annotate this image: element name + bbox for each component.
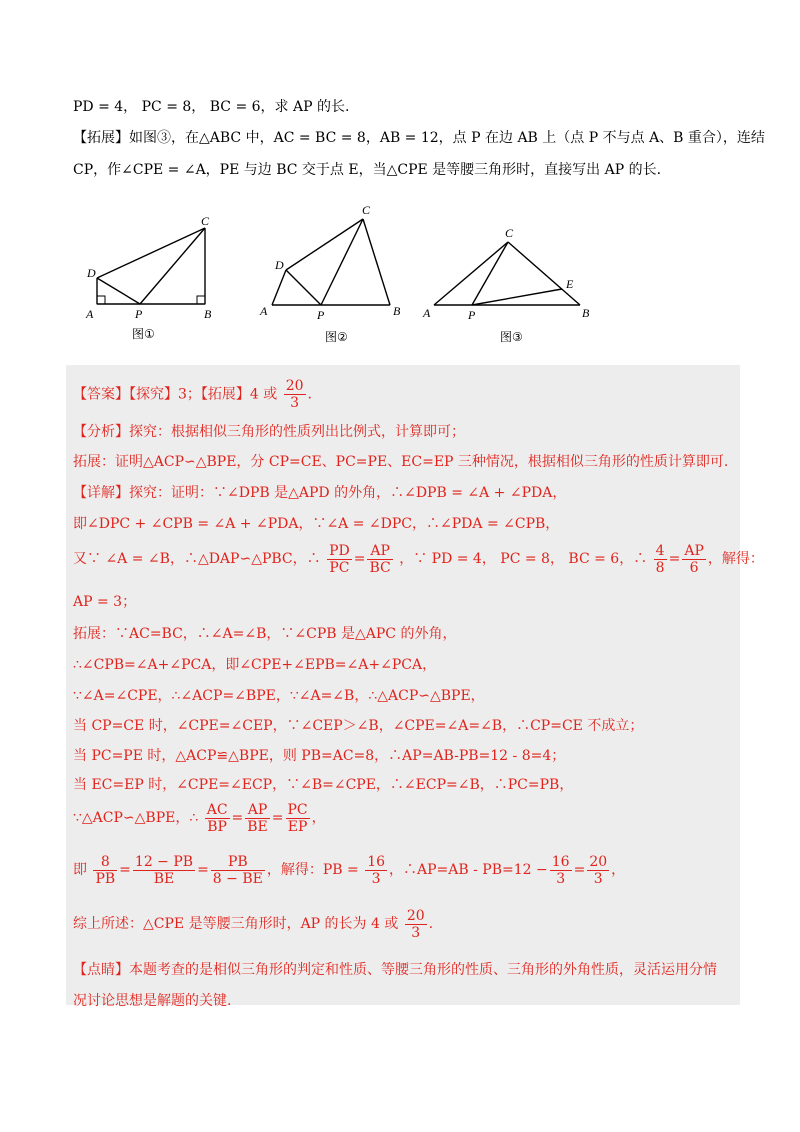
detail-line-7: ∵∠A=∠CPE，∴∠ACP=∠BPE，∵∠A=∠B，∴△ACP∽△BPE， bbox=[73, 688, 485, 704]
detail-l3-text-a: 又∵ ∠A = ∠B，∴△DAP∽△PBC，∴ bbox=[73, 551, 321, 567]
answer-frac-num: 20 bbox=[285, 378, 304, 394]
detail-l13-frac: $\frac{20}{3}$ bbox=[406, 907, 425, 941]
fig3-caption: 图③ bbox=[500, 330, 523, 344]
detail-l11-text-a: ∵△ACP∽△BPE，∴ bbox=[73, 810, 199, 826]
detail-l12-frac-2: $\frac{12 - PB}{BE}$ bbox=[134, 853, 194, 887]
detail-l11-frac-3: $\frac{PC}{EP}$ bbox=[287, 801, 308, 835]
detail-l12-text-a: 即 bbox=[73, 862, 87, 878]
detail-l3-frac-4: $\frac{AP}{6}$ bbox=[684, 542, 704, 576]
fig1-caption: 图① bbox=[132, 327, 155, 341]
fig3-label-c: C bbox=[505, 226, 514, 240]
fig3-label-e: E bbox=[566, 277, 574, 291]
fig2-label-c: C bbox=[362, 205, 371, 217]
problem-line-2: 【拓展】如图③，在△ABC 中，AC = BC = 8，AB = 12，点 P 在边 AB 上（点 P 不与点 A、B 重合），连结 bbox=[73, 130, 765, 146]
fig1-label-b: B bbox=[204, 307, 212, 321]
fig2-label-d: D bbox=[275, 258, 284, 272]
detail-l3-text-b: ，∵ PD = 4， PC = 8， BC = 6，∴ bbox=[399, 551, 648, 567]
answer-line bbox=[73, 378, 312, 411]
detail-l12-frac-4: $\frac{16}{3}$ bbox=[367, 853, 386, 887]
detail-line-10: 当 EC=EP 时，∠CPE=∠ECP，∵∠B=∠CPE，∴∠ECP=∠B，∴PC=PB， bbox=[73, 777, 574, 793]
problem-line-3: CP，作∠CPE = ∠A，PE 与边 BC 交于点 E，当△CPE 是等腰三角形时，直接写出 AP 的长. bbox=[73, 162, 662, 178]
fig3-label-a: A bbox=[423, 306, 431, 320]
detail-l3-frac-3: $\frac{4}{8}$ bbox=[655, 542, 665, 576]
detail-l11-frac-2: $\frac{AP}{BE}$ bbox=[247, 801, 268, 835]
fig3-label-p: P bbox=[468, 308, 476, 322]
detail-line-11: ∵△ACP∽△BPE，∴ $\frac{AC}{BP}$ = $\frac{AP}{BE}$ = $\frac{PC}{EP}$ ， bbox=[73, 801, 326, 835]
problem-line-1: PD = 4， PC = 8， BC = 6，求 AP 的长. bbox=[73, 99, 350, 115]
detail-l12-frac-1: $\frac{8}{PB}$ bbox=[95, 853, 116, 887]
answer-frac-den: 3 bbox=[290, 395, 300, 411]
answer-suffix: . bbox=[307, 386, 312, 403]
fig1-label-c: C bbox=[201, 214, 210, 228]
fig2-label-p: P bbox=[317, 308, 325, 322]
detail-line-8: 当 CP=CE 时，∠CPE=∠CEP，∵∠CEP＞∠B，∠CPE=∠A=∠B，∴CP=CE 不成立； bbox=[73, 718, 644, 734]
comment-line-2: 况讨论思想是解题的关键. bbox=[73, 993, 232, 1009]
fig1-label-p: P bbox=[135, 307, 143, 321]
detail-line-13: 综上所述：△CPE 是等腰三角形时，AP 的长为 4 或 $\frac{20}{3}$ . bbox=[73, 907, 434, 941]
detail-l12-frac-5: $\frac{16}{3}$ bbox=[551, 853, 570, 887]
figures-area bbox=[80, 205, 600, 355]
detail-line-5: 拓展：∵AC=BC，∴∠A=∠B，∵∠CPB 是△APC 的外角， bbox=[73, 626, 457, 642]
detail-line-1: 【详解】探究：证明：∵∠DPB 是△APD 的外角，∴∠DPB = ∠A + ∠PDA， bbox=[73, 485, 567, 501]
detail-l12-frac-6: $\frac{20}{3}$ bbox=[589, 853, 608, 887]
analysis-line-1: 【分析】探究：根据相似三角形的性质列出比例式，计算即可； bbox=[73, 424, 465, 440]
fig2-caption: 图② bbox=[325, 330, 348, 344]
fig3-label-b: B bbox=[582, 306, 590, 320]
detail-line-9: 当 PC=PE 时，△ACP≌△BPE，则 PB=AC=8，∴AP=AB-PB=12 - 8=4； bbox=[73, 748, 566, 764]
fig1-label-d: D bbox=[87, 266, 96, 280]
detail-l13-text-a: 综上所述：△CPE 是等腰三角形时，AP 的长为 4 或 bbox=[73, 916, 399, 932]
analysis-line-2: 拓展：证明△ACP∽△BPE，分 CP=CE、PC=PE、EC=EP 三种情况，根据相似三角形的性质计算即可. bbox=[73, 454, 729, 470]
figure-1 bbox=[85, 214, 212, 341]
detail-l12-frac-3: $\frac{PB}{8 - BE}$ bbox=[212, 853, 263, 887]
figure-3 bbox=[422, 226, 590, 344]
fig1-label-a: A bbox=[86, 307, 94, 321]
detail-line-4: AP = 3； bbox=[73, 594, 137, 610]
detail-line-3: 又∵ ∠A = ∠B，∴△DAP∽△PBC，∴ $\frac{PD}{PC}$ = $\frac{AP}{BC}$ ，∵ PD = 4， PC = 8， BC = 6，∴ $\frac{4}{8}$ = $\frac{AP}{6}$ ，解得： bbox=[73, 542, 764, 576]
comment-line-1: 【点睛】本题考查的是相似三角形的判定和性质、等腰三角形的性质、三角形的外角性质，灵活运用分情 bbox=[73, 962, 717, 978]
detail-line-2: 即∠DPC + ∠CPB = ∠A + ∠PDA，∵∠A = ∠DPC，∴∠PDA = ∠CPB， bbox=[73, 516, 560, 532]
detail-l3-frac-1: $\frac{PD}{PC}$ bbox=[329, 542, 350, 576]
detail-l3-frac-2: $\frac{AP}{BC}$ bbox=[369, 542, 391, 576]
detail-line-6: ∴∠CPB=∠A+∠PCA，即∠CPE+∠EPB=∠A+∠PCA， bbox=[73, 657, 437, 673]
fig2-label-a: A bbox=[260, 304, 268, 318]
answer-text: 【答案】【探究】3；【拓展】4 或 bbox=[73, 386, 278, 403]
detail-l3-text-c: ，解得： bbox=[707, 551, 764, 567]
detail-l11-frac-1: $\frac{AC}{BP}$ bbox=[206, 801, 228, 835]
fig2-label-b: B bbox=[393, 304, 401, 318]
detail-line-12: 即 $\frac{8}{PB}$ = $\frac{12 - PB}{BE}$ = $\frac{PB}{8 - BE}$ ，解得：PB = $\frac{16}{3}$ ，∴AP=AB - PB=12 − $\frac{16}{3}$ = $\frac{20}{3}$ ， bbox=[73, 853, 626, 887]
figure-2 bbox=[259, 205, 401, 344]
answer-fraction bbox=[284, 378, 306, 411]
